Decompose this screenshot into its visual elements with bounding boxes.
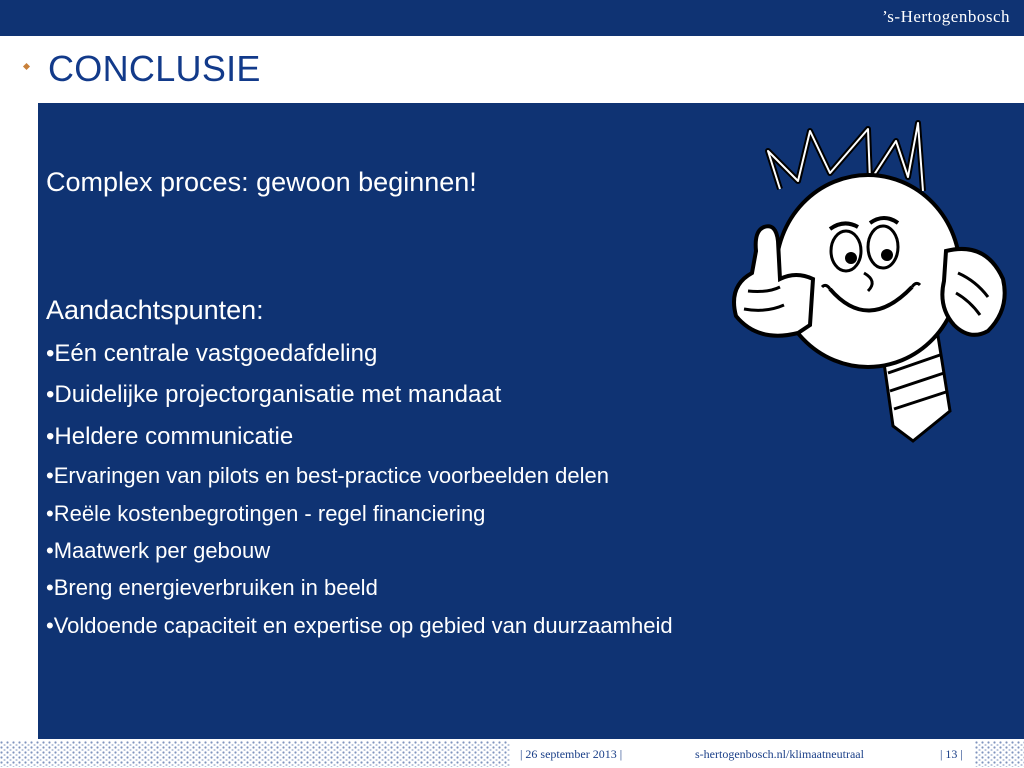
section-heading: Aandachtspunten: [46,295,264,325]
footer-pattern-icon [0,741,510,767]
slide-title: CONCLUSIE [48,48,261,89]
brand-logo-text: ’s-Hertogenbosch [882,7,1010,26]
footer-url: s-hertogenbosch.nl/klimaatneutraal [695,747,864,761]
bullet-item: •Reële kostenbegrotingen - regel financiering [46,501,486,526]
page-number: | 13 | [940,747,963,761]
bullet-item: •Voldoende capaciteit en expertise op gebied van duurzaamheid [46,613,673,638]
bullet-item: •Duidelijke projectorganisatie met mandaat [46,381,502,408]
content-panel [38,103,1024,739]
bullet-item: •Eén centrale vastgoedafdeling [46,340,378,367]
lightbulb-character-icon [718,111,1018,456]
footer-date: | 26 september 2013 | [520,747,623,761]
bullet-item: •Breng energieverbruiken in beeld [46,575,378,600]
footer-pattern-icon [975,741,1024,767]
bullet-item: •Heldere communicatie [46,423,294,450]
bullet-item: •Ervaringen van pilots en best-practice voorbeelden delen [46,463,609,488]
intro-text: Complex proces: gewoon beginnen! [46,167,477,197]
title-bullet-icon [23,63,30,70]
top-bar [0,0,1024,36]
footer-bar [0,739,1024,768]
bullet-item: •Maatwerk per gebouw [46,538,271,563]
